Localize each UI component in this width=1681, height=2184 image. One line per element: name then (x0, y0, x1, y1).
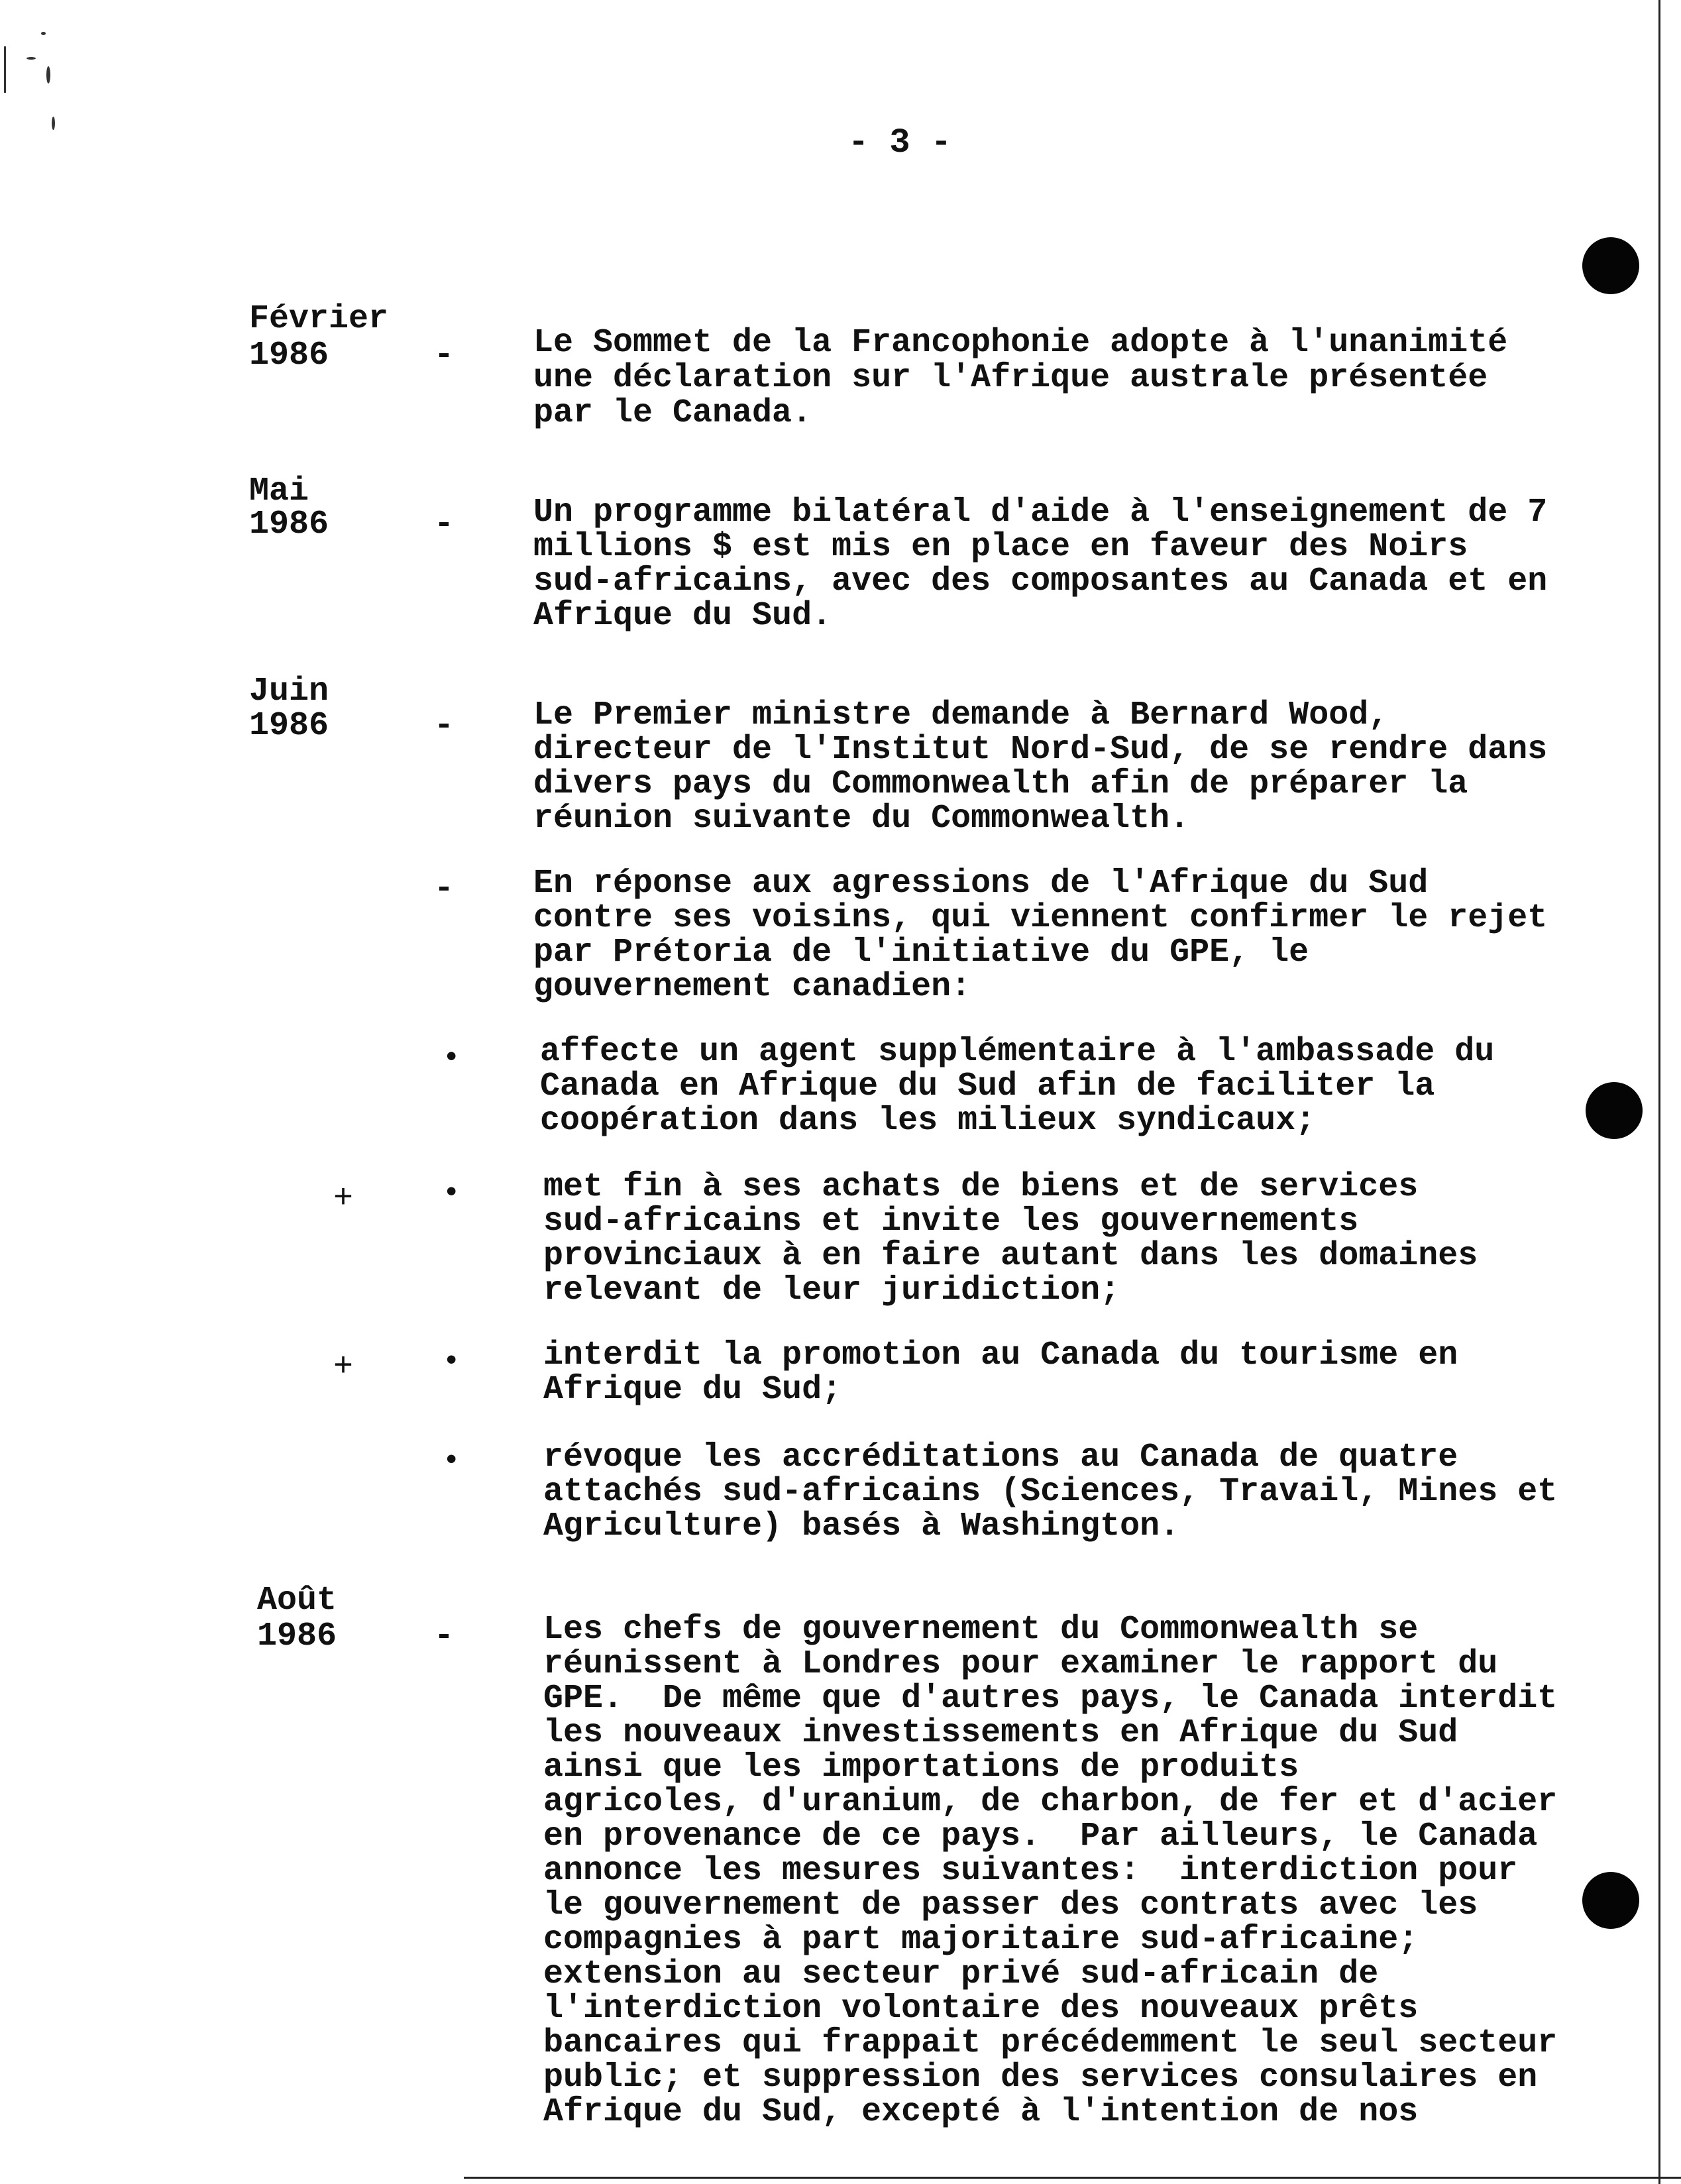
entry-text-line: Les chefs de gouvernement du Commonwealth se (543, 1611, 1419, 1649)
entry-date-month: Juin (249, 673, 329, 710)
bullet-marker: • (443, 1042, 461, 1075)
scan-speck (27, 57, 36, 60)
scan-speck (46, 66, 50, 83)
entry-text-line: sud-africains, avec des composantes au Canada et en (533, 563, 1548, 600)
entry-text-line: gouvernement canadien: (533, 968, 971, 1006)
bullet-marker: • (443, 1177, 461, 1210)
entry-text-line: Canada en Afrique du Sud afin de faciliter la (540, 1067, 1435, 1105)
entry-text-line: millions $ est mis en place en faveur des Noirs (533, 528, 1468, 566)
entry-date-month: Février (249, 300, 389, 338)
entry-text-line: sud-africains et invite les gouvernements (543, 1203, 1359, 1240)
entry-text-line: Un programme bilatéral d'aide à l'enseignement de 7 (533, 494, 1548, 531)
entry-date-year: 1986 (249, 506, 329, 543)
page-edge-left (4, 46, 6, 93)
scan-speck (41, 32, 46, 35)
margin-plus-mark: + (333, 1180, 354, 1218)
punch-hole-bottom (1582, 1872, 1639, 1929)
entry-text-line: relevant de leur juridiction; (543, 1272, 1120, 1309)
entry-dash: - (434, 870, 455, 908)
entry-text-line: l'interdiction volontaire des nouveaux prêts (543, 1990, 1419, 2028)
punch-hole-top (1582, 237, 1639, 294)
entry-dash: - (434, 506, 455, 543)
entry-text-line: GPE. De même que d'autres pays, le Canada interdit (543, 1680, 1558, 1718)
entry-text-line: ainsi que les importations de produits (543, 1749, 1299, 1786)
entry-text-line: provinciaux à en faire autant dans les domaines (543, 1237, 1478, 1275)
entry-text-line: met fin à ses achats de biens et de services (543, 1168, 1419, 1206)
margin-plus-mark: + (333, 1348, 354, 1386)
punch-hole-middle (1586, 1082, 1643, 1139)
page-edge-right (1658, 0, 1660, 2184)
entry-text-line: réunion suivante du Commonwealth. (533, 800, 1190, 838)
entry-text-line: en provenance de ce pays. Par ailleurs, le Canada (543, 1818, 1538, 1855)
entry-text-line: compagnies à part majoritaire sud-africaine; (543, 1921, 1419, 1959)
entry-text-line: Afrique du Sud. (533, 597, 832, 635)
entry-date-month: Août (257, 1582, 337, 1619)
entry-text-line: révoque les accréditations au Canada de quatre (543, 1439, 1458, 1476)
entry-text-line: interdit la promotion au Canada du tourisme en (543, 1337, 1458, 1374)
page-number: - 3 - (848, 123, 952, 162)
entry-text-line: Le Sommet de la Francophonie adopte à l'unanimité (533, 324, 1508, 362)
entry-text-line: attachés sud-africains (Sciences, Travail, Mines et (543, 1473, 1558, 1511)
bullet-marker: • (443, 1345, 461, 1378)
entry-date-year: 1986 (249, 337, 329, 374)
scan-speck (52, 117, 55, 130)
entry-text-line: public; et suppression des services consulaires en (543, 2059, 1538, 2097)
entry-text-line: Afrique du Sud; (543, 1371, 842, 1409)
entry-date-year: 1986 (257, 1617, 337, 1655)
entry-text-line: contre ses voisins, qui viennent confirmer le rejet (533, 899, 1548, 937)
entry-date-month: Mai (249, 472, 309, 510)
entry-dash: - (434, 1617, 455, 1655)
entry-text-line: extension au secteur privé sud-africain de (543, 1955, 1379, 1993)
entry-text-line: réunissent à Londres pour examiner le rapport du (543, 1645, 1498, 1683)
bullet-marker: • (443, 1445, 461, 1478)
entry-text-line: Agriculture) basés à Washington. (543, 1507, 1180, 1545)
entry-dash: - (434, 707, 455, 745)
entry-date-year: 1986 (249, 707, 329, 745)
entry-dash: - (434, 337, 455, 374)
entry-text-line: coopération dans les milieux syndicaux; (540, 1102, 1316, 1140)
entry-text-line: une déclaration sur l'Afrique australe présentée (533, 359, 1488, 397)
entry-text-line: bancaires qui frappait précédemment le seul secteur (543, 2024, 1558, 2062)
entry-text-line: Le Premier ministre demande à Bernard Wood, (533, 696, 1389, 734)
entry-text-line: le gouvernement de passer des contrats avec les (543, 1886, 1478, 1924)
entry-text-line: par Prétoria de l'initiative du GPE, le (533, 934, 1309, 971)
entry-text-line: annonce les mesures suivantes: interdiction pour (543, 1852, 1518, 1890)
entry-text-line: affecte un agent supplémentaire à l'ambassade du (540, 1033, 1495, 1071)
entry-text-line: directeur de l'Institut Nord-Sud, de se rendre dans (533, 731, 1548, 769)
entry-text-line: divers pays du Commonwealth afin de préparer la (533, 765, 1468, 803)
entry-text-line: Afrique du Sud, excepté à l'intention de nos (543, 2093, 1419, 2131)
entry-text-line: agricoles, d'uranium, de charbon, de fer et d'acier (543, 1783, 1558, 1821)
page-edge-bottom (464, 2177, 1681, 2179)
entry-text-line: En réponse aux agressions de l'Afrique du Sud (533, 865, 1429, 902)
entry-text-line: par le Canada. (533, 394, 812, 432)
entry-text-line: les nouveaux investissements en Afrique du Sud (543, 1714, 1458, 1752)
